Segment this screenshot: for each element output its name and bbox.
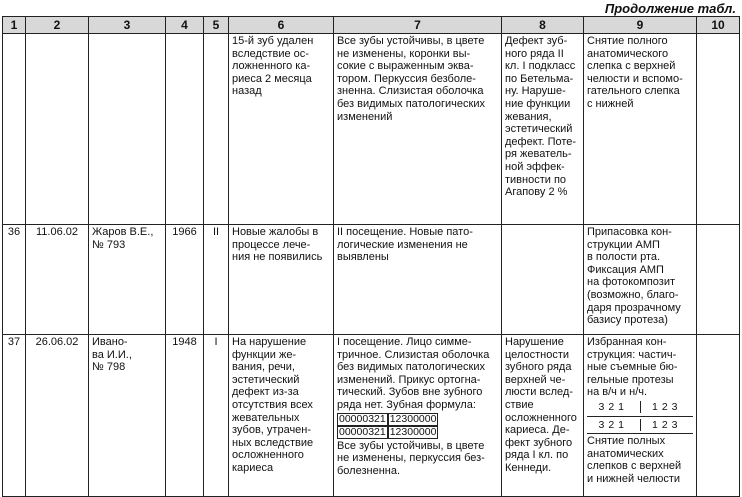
cell-row0-col2 — [26, 34, 89, 225]
cell-row0-col10 — [697, 34, 740, 225]
formula-upper-left: 00000321 — [339, 412, 386, 425]
header-col-8: 8 — [502, 17, 584, 34]
header-col-2: 2 — [26, 17, 89, 34]
scheme-divider — [587, 416, 693, 417]
header-row — [3, 17, 740, 34]
visit-number: II — [204, 225, 229, 335]
cell-row1-examination: II посещение. Новые пато- логические изменения не выявлены — [334, 225, 502, 335]
table-row-continued — [3, 34, 740, 225]
cell-row0-examination: Все зубы устойчивы, в цвете не изменены, коронки вы- сокие с выраженным эква- тором. Перкуссия безболе- зненна. Слизистая оболочка без видимых патологических изменений — [334, 34, 502, 225]
cell-row1-col10 — [697, 225, 740, 335]
cell-row0-col5 — [204, 34, 229, 225]
scheme-lower-left: 321 — [598, 418, 629, 431]
header-col-7: 7 — [334, 17, 502, 34]
header-col-1: 1 — [3, 17, 26, 34]
cell-row2-anamnesis: На нарушение функции же- вания, речи, эстетический дефект из-за отсутствия всех жевательных зубов, утрачен- ных вследствие осложненного кариеса — [229, 335, 334, 497]
formula-upper-right: 12300000 — [389, 412, 437, 425]
prosthesis-scheme-upper — [587, 401, 693, 414]
prosthesis-scheme-lower — [587, 419, 693, 432]
row-number: 36 — [3, 225, 26, 335]
dental-formula — [337, 413, 498, 439]
header-col-10: 10 — [697, 17, 740, 34]
header-col-9: 9 — [584, 17, 697, 34]
cell-row0-anamnesis: 15-й зуб удален вследствие ос- ложненного ка- риеса 2 месяца назад — [229, 34, 334, 225]
cell-row0-diagnosis: Дефект зуб- ного ряда II кл. I подкласс по Бетельма- ну. Наруше- ние функции жевания, эстетический дефект. Поте- ря жеватель- ной эффек- тивности по Агапову 2 % — [502, 34, 584, 225]
header-col-5: 5 — [204, 17, 229, 34]
table-row-36 — [3, 225, 740, 335]
visit-date: 11.06.02 — [26, 225, 89, 335]
visit-date: 26.06.02 — [26, 335, 89, 497]
cell-row0-col1 — [3, 34, 26, 225]
scheme-upper-left: 321 — [598, 400, 629, 413]
table-row-37 — [3, 335, 740, 497]
header-col-6: 6 — [229, 17, 334, 34]
patient-name: Жаров В.Е., № 793 — [89, 225, 166, 335]
visit-number: I — [204, 335, 229, 497]
patient-name: Ивано- ва И.И., № 798 — [89, 335, 166, 497]
header-col-3: 3 — [89, 17, 166, 34]
row-number: 37 — [3, 335, 26, 497]
scheme-lower-right: 123 — [651, 418, 682, 431]
cell-row0-col4 — [166, 34, 204, 225]
cell-row2-col10 — [697, 335, 740, 497]
formula-lower-left: 00000321 — [339, 425, 386, 438]
cell-row2-treatment: Избранная кон- струкция: частич- ные съемные бю- гельные протезы на в/ч и н/ч. 321 123 321 123 Снятие полных анатомических слепков с верхней и нижней челюсти — [584, 335, 697, 497]
header-col-4: 4 — [166, 17, 204, 34]
cell-row0-treatment: Снятие полного анатомического слепка с верхней челюсти и вспомо- гательного слепка с нижней — [584, 34, 697, 225]
cell-row1-anamnesis: Новые жалобы в процессе лече- ния не появились — [229, 225, 334, 335]
cell-row1-treatment: Припасовка кон- струкции АМП в полости рта. Фиксация АМП на фотокомпозит (возможно, благо- даря прозрачному базису протеза) — [584, 225, 697, 335]
table-continuation-caption: Продолжение табл. — [604, 1, 736, 16]
cell-row0-col3 — [89, 34, 166, 225]
cell-row2-examination: I посещение. Лицо симме- тричное. Слизистая оболочка без видимых патологических изменений. Прикус ортогна- тический. Зубов вне зубного ряда нет. Зубная формула: 00000321 12300000 00000321 12300000 Все зубы устойчивы, в цвете не изменены, перкуссия без- болезненна. — [334, 335, 502, 497]
scheme-upper-right: 123 — [651, 400, 682, 413]
formula-lower-right: 12300000 — [389, 425, 437, 438]
birth-year: 1966 — [166, 225, 204, 335]
cell-row2-diagnosis: Нарушение целостности зубного ряда верхней че- люсти вслед- ствие осложненного кариеса. Де- фект зубного ряда I кл. по Кеннеди. — [502, 335, 584, 497]
cell-row1-diagnosis — [502, 225, 584, 335]
patient-records-table — [2, 16, 740, 497]
birth-year: 1948 — [166, 335, 204, 497]
